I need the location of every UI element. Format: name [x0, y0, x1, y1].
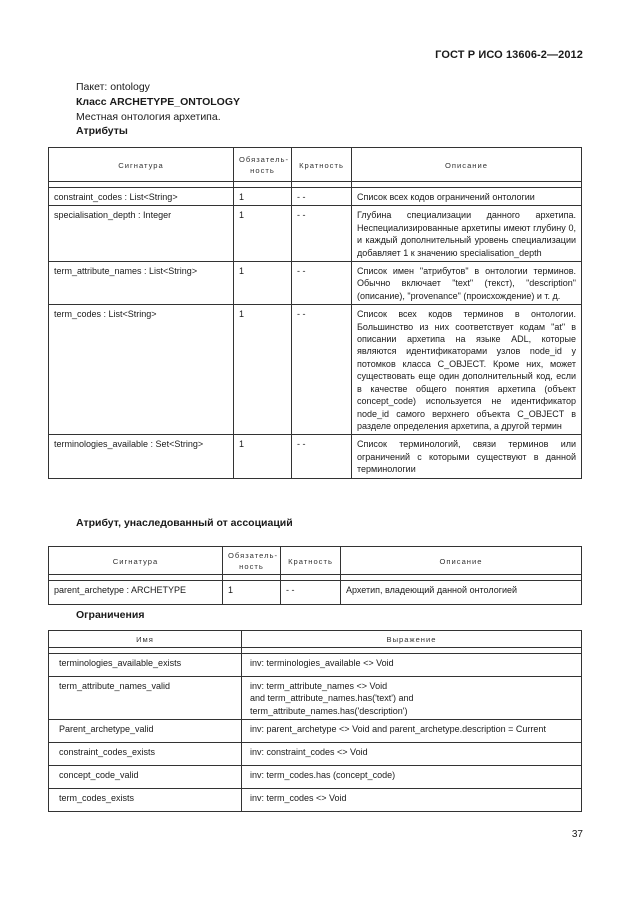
cell-signature: terminologies_available : Set<String>	[49, 435, 234, 478]
cell-expression: inv: constraint_codes <> Void	[242, 743, 582, 766]
cell-mandatory: 1	[234, 305, 292, 435]
inherited-title: Атрибут, унаследованный от ассоциаций	[76, 517, 293, 529]
cell-expression: inv: parent_archetype <> Void and parent_archetype.description = Current	[242, 720, 582, 743]
table-row	[49, 677, 582, 720]
package-line: Пакет: ontology	[76, 81, 150, 93]
cell-name: constraint_codes_exists	[49, 743, 242, 766]
cell-expression: inv: term_codes.has (concept_code)	[242, 766, 582, 789]
cell-signature: term_attribute_names : List<String>	[49, 262, 234, 305]
cell-mandatory: 1	[223, 581, 281, 605]
cell-description: Архетип, владеющий данной онтологией	[341, 581, 582, 605]
cell-name: Parent_archetype_valid	[49, 720, 242, 743]
cell-mandatory: 1	[234, 435, 292, 478]
table-row	[49, 435, 582, 478]
cell-expression: inv: terminologies_available <> Void	[242, 654, 582, 677]
cell-expression: inv: term_attribute_names <> Void and term_attribute_names.has('text') and term_attribute_names.has('description')	[242, 677, 582, 720]
cell-cardinality: - -	[292, 262, 352, 305]
table-row	[49, 305, 582, 435]
attributes-table	[48, 147, 582, 479]
class-description: Местная онтология архетипа.	[76, 111, 221, 123]
cell-cardinality: - -	[281, 581, 341, 605]
table-row	[49, 766, 582, 789]
cell-cardinality: - -	[292, 188, 352, 206]
cell-name: terminologies_available_exists	[49, 654, 242, 677]
cell-name: term_codes_exists	[49, 789, 242, 812]
header-description: Описание	[352, 148, 582, 182]
constraints-table	[48, 630, 582, 812]
table-row	[49, 206, 582, 262]
header-mandatory: Обязатель-ность	[223, 547, 281, 575]
cell-signature: parent_archetype : ARCHETYPE	[49, 581, 223, 605]
header-expression: Выражение	[242, 631, 582, 648]
constraints-title: Ограничения	[76, 609, 145, 621]
header-description: Описание	[341, 547, 582, 575]
table-row	[49, 654, 582, 677]
cell-signature: specialisation_depth : Integer	[49, 206, 234, 262]
cell-mandatory: 1	[234, 206, 292, 262]
cell-signature: term_codes : List<String>	[49, 305, 234, 435]
table-row	[49, 262, 582, 305]
header-cardinality: Кратность	[281, 547, 341, 575]
cell-description: Список всех кодов ограничений онтологии	[352, 188, 582, 206]
page-number: 37	[571, 829, 583, 840]
cell-description: Глубина специализации данного архетипа. Неспециализированные архетипы имеют глубину 0, и каждый дополнительный уровень специализации добавляет 1 к значению specialisation_depth	[352, 206, 582, 262]
attributes-header-row	[49, 148, 582, 182]
cell-signature: constraint_codes : List<String>	[49, 188, 234, 206]
cell-cardinality: - -	[292, 206, 352, 262]
table-row	[49, 789, 582, 812]
cell-name: concept_code_valid	[49, 766, 242, 789]
table-row	[49, 188, 582, 206]
header-signature: Сигнатура	[49, 547, 223, 575]
header-signature: Сигнатура	[49, 148, 234, 182]
inherited-header-row	[49, 547, 582, 575]
cell-description: Список всех кодов терминов в онтологии. Большинство из них соответствует кодам "at" в описании архетипа на языке ADL, которые являются идентификаторами узлов node_id у потомков класса C_OBJECT. Кроме них, может существовать еще один дополнительный код, если в качестве общего понятия архетипа (объект concept_code) используется не идентификатор node_id самого верхнего объекта C_OBJECT в разделе определения архетипа, а другой термин	[352, 305, 582, 435]
cell-mandatory: 1	[234, 262, 292, 305]
header-cardinality: Кратность	[292, 148, 352, 182]
table-row	[49, 743, 582, 766]
standard-header: ГОСТ Р ИСО 13606-2—2012	[435, 49, 583, 61]
class-title: Класс ARCHETYPE_ONTOLOGY	[76, 96, 241, 108]
constraints-header-row	[49, 631, 582, 648]
header-mandatory: Обязатель-ность	[234, 148, 292, 182]
cell-cardinality: - -	[292, 305, 352, 435]
cell-mandatory: 1	[234, 188, 292, 206]
cell-name: term_attribute_names_valid	[49, 677, 242, 720]
inherited-table	[48, 546, 582, 605]
cell-expression: inv: term_codes <> Void	[242, 789, 582, 812]
table-row	[49, 581, 582, 605]
header-name: Имя	[49, 631, 242, 648]
cell-description: Список терминологий, связи терминов или ограничений с которыми существуют в данной терминологии	[352, 435, 582, 478]
attributes-title: Атрибуты	[76, 125, 128, 137]
cell-cardinality: - -	[292, 435, 352, 478]
table-row	[49, 720, 582, 743]
cell-description: Список имен "атрибутов" в онтологии терминов. Обычно включает "text" (текст), "description" (описание), "provenance" (происхождение) и т. д.	[352, 262, 582, 305]
